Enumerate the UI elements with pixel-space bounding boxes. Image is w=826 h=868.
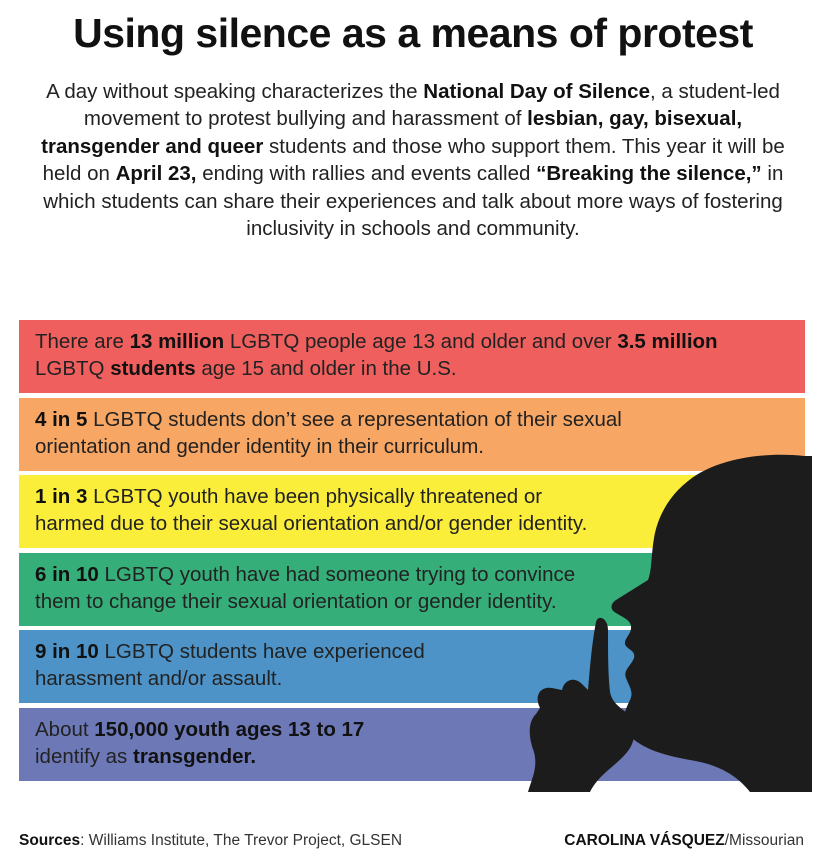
intro-text: , a student-led movement to protest bullying and harassment of xyxy=(83,80,780,131)
shush-silhouette-icon xyxy=(520,452,812,792)
intro-text: students and those who support them. This year it will be held on xyxy=(42,134,785,186)
intro-bold-date: April 23, xyxy=(115,162,197,186)
fact-stat: 150,000 youth ages 13 to 17 xyxy=(94,717,365,741)
sources-text: : Williams Institute, The Trevor Project, GLSEN xyxy=(80,832,403,849)
sources-label: Sources xyxy=(19,832,81,849)
fact-stat: 9 in 10 xyxy=(35,640,99,663)
author-name: CAROLINA VÁSQUEZ xyxy=(564,832,725,849)
sources-credit xyxy=(19,832,402,850)
intro-text: ending with rallies and events called xyxy=(196,162,537,186)
intro-bold-groups: lesbian, gay, bisexual, transgender and queer xyxy=(41,107,743,158)
fact-text: harassment and/or assault. xyxy=(35,667,283,690)
intro-bold-events: “Breaking the silence,” xyxy=(536,162,762,186)
fact-text: identify as xyxy=(35,744,133,768)
fact-text: LGBTQ people age 13 and older and over xyxy=(224,330,618,353)
intro-paragraph xyxy=(30,78,796,242)
fact-stat: students xyxy=(110,357,196,380)
author-credit xyxy=(564,832,804,850)
intro-text: A day without speaking characterizes the xyxy=(46,80,424,103)
fact-text: There are xyxy=(35,330,130,353)
fact-stat: transgender. xyxy=(133,744,257,768)
fact-text: orientation and gender identity in their curriculum. xyxy=(35,434,484,458)
fact-stat: 13 million xyxy=(129,330,225,353)
fact-text: harmed due to their sexual orientation and/or gender identity. xyxy=(35,512,588,535)
fact-text: age 15 and older in the U.S. xyxy=(195,357,457,380)
fact-stat: 6 in 10 xyxy=(35,562,99,586)
fact-stat: 1 in 3 xyxy=(35,485,88,508)
intro-text: in which students can share their experiences and talk about more ways of fostering inclusivity in schools and community. xyxy=(43,162,784,241)
author-organization: /Missourian xyxy=(724,832,804,849)
fact-stat: 3.5 million xyxy=(617,330,718,353)
fact-text: them to change their sexual orientation or gender identity. xyxy=(35,589,557,613)
intro-bold-event: National Day of Silence xyxy=(423,80,650,103)
fact-text: LGBTQ xyxy=(35,357,111,380)
fact-text: About xyxy=(35,717,95,741)
fact-text: LGBTQ students have experienced xyxy=(98,640,425,663)
fact-text: LGBTQ students don’t see a representation of their sexual xyxy=(87,407,622,431)
fact-band-red xyxy=(19,320,805,393)
page-title: Using silence as a means of protest xyxy=(73,10,753,56)
fact-text: LGBTQ youth have had someone trying to convince xyxy=(98,562,576,586)
fact-text: LGBTQ youth have been physically threatened or xyxy=(87,485,543,508)
fact-stat: 4 in 5 xyxy=(35,407,88,431)
